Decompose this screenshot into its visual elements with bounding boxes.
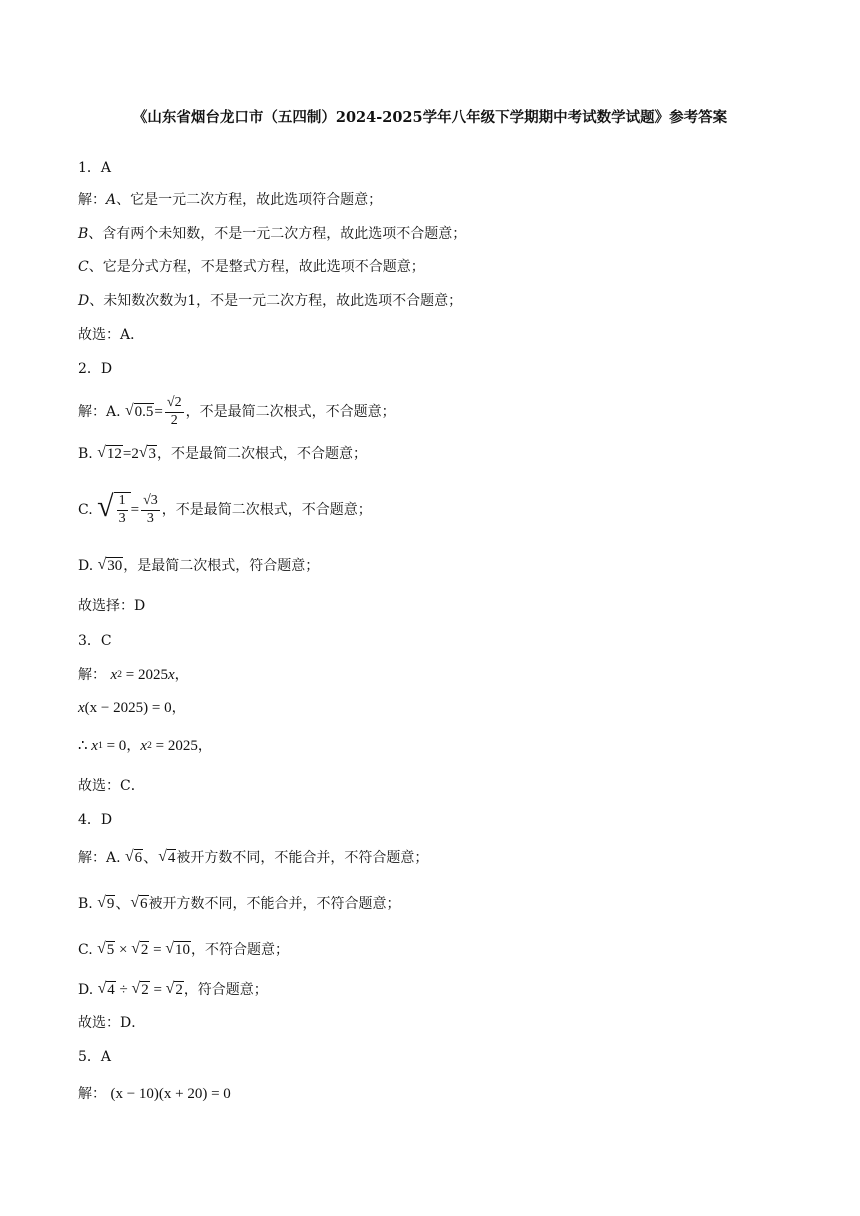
numerator: 1 (117, 493, 128, 511)
q4-solution-a (78, 848, 428, 868)
radicand: 6 (134, 849, 143, 866)
q1-solution-b (78, 224, 466, 244)
radicand: 10 (175, 941, 191, 958)
q4-conclusion: 故选：D． (78, 1015, 146, 1031)
page-title: 《山东省烟台龙口市（五四制）2024-2025学年八年级下学期期中考试数学试题》参考答案 (132, 109, 728, 126)
solution-text: 、它是一元二次方程，故此选项符合题意； (116, 192, 383, 208)
separator: 、 (143, 850, 159, 866)
equals: = (154, 404, 163, 420)
formula: √ 4 ÷ √ 2 = √ 2 (97, 979, 183, 998)
radicand: 2 (140, 941, 149, 958)
formula: √ $\frac{1}{3}$ = $\frac{√3}{3}$ (97, 490, 162, 530)
q4-solution-c (78, 940, 289, 960)
therefore-symbol: ∴ (78, 738, 88, 754)
q2-solution-d (78, 556, 319, 576)
radicand: 30 (107, 557, 123, 574)
radicand: 9 (106, 895, 115, 912)
solution-text: 被开方数不同，不能合并，不符合题意； (176, 850, 429, 866)
solution-prefix: 解：A. (78, 850, 121, 866)
fraction (165, 395, 184, 430)
q4-solution-d (78, 980, 268, 1000)
equals: = (153, 942, 162, 958)
q2-solution-a (78, 392, 396, 432)
denominator: 3 (146, 510, 154, 526)
equals: =2 (122, 446, 139, 462)
solution-prefix: D. (78, 558, 94, 574)
q1-answer: 1．A (78, 160, 112, 176)
punctuation: ， (171, 700, 186, 716)
punctuation: ， (197, 738, 212, 754)
solution-prefix: 解： (78, 667, 106, 683)
solution-prefix: 解：A. (78, 404, 121, 420)
operator: × (119, 942, 128, 958)
separator: ， (126, 738, 141, 754)
option-letter: A (106, 192, 117, 208)
radicand: 4 (107, 981, 115, 998)
radicand: 4 (167, 849, 176, 866)
q3-solution-1 (78, 665, 189, 685)
q4-answer: 4．D (78, 812, 113, 828)
fraction (141, 493, 160, 528)
solution-prefix: D. (78, 982, 94, 998)
operator: ÷ (119, 982, 128, 998)
radicand: 6 (140, 895, 148, 912)
solution-text: 被开方数不同，不能合并，不符合题意； (148, 896, 401, 912)
solution-text: 、它是分式方程，不是整式方程，故此选项不合题意； (88, 259, 425, 275)
q1-solution-c (78, 257, 425, 277)
equals: = (130, 502, 140, 518)
solution-text: ，符合题意； (183, 982, 268, 998)
formula: √ 12 =2 √ 3 (97, 443, 156, 462)
solution-prefix: 解： (78, 1086, 106, 1102)
formula: √ 0.5 = $\frac{√2}{2}$ (125, 392, 186, 432)
solution-text: ，是最简二次根式，符合题意； (123, 558, 320, 574)
solution-text: ，不是最简二次根式，不合题意； (185, 404, 396, 420)
q2-solution-c (78, 490, 372, 530)
q3-solution-2 (78, 698, 186, 718)
option-letter: B (78, 226, 89, 242)
q5-solution-1 (78, 1084, 231, 1104)
q3-answer: 3．C (78, 633, 112, 649)
fraction (117, 493, 128, 528)
formula: x 2 = 2025 (140, 738, 198, 754)
q1-conclusion: 故选：A． (78, 327, 145, 343)
solution-prefix: C. (78, 942, 93, 958)
q5-answer: 5．A (78, 1049, 112, 1065)
equation: (x − 2025) = 0 (84, 700, 172, 716)
formula: x 2 = 2025 x (110, 667, 175, 683)
solution-text: ，不是最简二次根式，不合题意； (161, 502, 372, 518)
numerator: √2 (165, 395, 184, 413)
solution-text: 、含有两个未知数，不是一元二次方程，故此选项不合题意； (88, 226, 467, 242)
equals: = (153, 982, 162, 998)
radicand: 5 (106, 941, 115, 958)
formula: ∴ x 1 = 0 (78, 738, 127, 754)
solution-prefix: 解： (78, 192, 106, 208)
q4-solution-b (78, 894, 401, 914)
denominator: 2 (170, 412, 178, 428)
option-letter: C (78, 259, 89, 275)
denominator: 3 (118, 511, 126, 526)
q2-solution-b (78, 444, 367, 464)
solution-prefix: B. (78, 446, 93, 462)
equation: = 2025 (155, 738, 198, 754)
punctuation: ， (174, 667, 189, 683)
formula: (x − 10)(x + 20) = 0 (110, 1086, 231, 1102)
solution-text: ，不符合题意； (191, 942, 290, 958)
formula: √ 6 、 √ 4 (125, 847, 176, 866)
radicand: 0.5 (134, 403, 154, 420)
q3-solution-3 (78, 736, 212, 756)
q2-answer: 2．D (78, 361, 113, 377)
numerator: √3 (141, 493, 160, 511)
equation: = 2025 (125, 667, 168, 683)
solution-text: ，不是最简二次根式，不合题意； (156, 446, 367, 462)
solution-prefix: C. (78, 502, 93, 518)
q1-solution-d (78, 291, 462, 311)
formula: x (x − 2025) = 0 (78, 700, 172, 716)
radicand: 12 (106, 445, 122, 462)
q2-conclusion: 故选择：D (78, 598, 146, 614)
formula: √ 9 、 √ 6 (97, 893, 148, 912)
radicand: 3 (148, 445, 156, 462)
radicand: 2 (175, 981, 183, 998)
formula: √ 5 × √ 2 = √ 10 (97, 939, 191, 958)
q1-solution-a (78, 190, 382, 210)
separator: 、 (115, 896, 131, 912)
option-letter: D (78, 293, 90, 309)
radicand: 2 (141, 981, 149, 998)
equation: = 0 (106, 738, 127, 754)
formula: √ 30 (97, 555, 123, 574)
q3-conclusion: 故选：C． (78, 778, 145, 794)
solution-prefix: B. (78, 896, 93, 912)
solution-text: 、未知数次数为1，不是一元二次方程，故此选项不合题意； (89, 293, 463, 309)
